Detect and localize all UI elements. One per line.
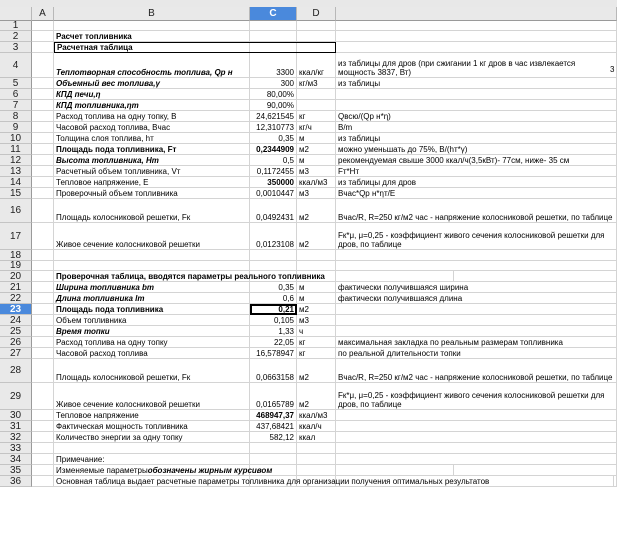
value-cell[interactable]: 3300 [250, 53, 297, 78]
value-cell[interactable]: 0,2344909 [250, 144, 297, 155]
cell[interactable] [250, 261, 297, 271]
check-table-title[interactable]: Проверочная таблица, вводятся параметры реального топливника [54, 271, 454, 282]
unit-cell[interactable]: м3 [297, 315, 336, 326]
label-cell[interactable]: Часовой расход топлива [54, 348, 250, 359]
row-header[interactable]: 12 [0, 155, 32, 166]
unit-cell[interactable]: м2 [297, 359, 336, 383]
note-cell[interactable]: Bчас/R, R=250 кг/м2 час - напряжение колосниковой решетки, по таблице [336, 199, 617, 223]
value-cell[interactable]: 0,0663158 [250, 359, 297, 383]
row-header[interactable]: 3 [0, 42, 32, 53]
label-cell[interactable]: Площадь пода топливника [54, 304, 250, 315]
unit-cell[interactable]: м3 [297, 188, 336, 199]
note-cell[interactable]: из таблицы [336, 78, 617, 89]
value-cell[interactable]: 0,35 [250, 282, 297, 293]
cell[interactable] [32, 304, 54, 315]
unit-cell[interactable]: м2 [297, 199, 336, 223]
row-header[interactable]: 29 [0, 383, 32, 410]
select-all-corner[interactable] [0, 7, 32, 21]
label-cell[interactable]: Расчетный объем топливника, Vт [54, 166, 250, 177]
unit-cell[interactable] [297, 100, 336, 111]
row-header[interactable]: 7 [0, 100, 32, 111]
cell[interactable] [32, 432, 54, 443]
value-cell[interactable]: 90,00% [250, 100, 297, 111]
cell[interactable] [250, 454, 297, 465]
unit-cell[interactable]: м2 [297, 144, 336, 155]
value-cell[interactable]: 80,00% [250, 89, 297, 100]
unit-cell[interactable]: ккал/м3 [297, 410, 336, 421]
label-cell[interactable]: Объем топливника [54, 315, 250, 326]
value-cell[interactable]: 468947,37 [250, 410, 297, 421]
row-header[interactable]: 28 [0, 359, 32, 383]
note-cell[interactable]: из таблицы для дров (при сжигании 1 кг дров в час извлекается мощность 3837, Вт) [336, 53, 617, 78]
unit-cell[interactable]: м3 [297, 166, 336, 177]
label-cell[interactable]: Длина топливника lт [54, 293, 250, 304]
cell[interactable] [32, 42, 54, 53]
unit-cell[interactable]: м2 [297, 223, 336, 250]
note-cell[interactable] [336, 410, 617, 421]
row-header[interactable]: 8 [0, 111, 32, 122]
cell[interactable] [297, 250, 336, 261]
cell[interactable] [250, 443, 297, 454]
label-cell[interactable]: Фактическая мощность топливника [54, 421, 250, 432]
cell[interactable] [32, 166, 54, 177]
cell[interactable] [336, 21, 617, 31]
unit-cell[interactable] [297, 89, 336, 100]
value-cell[interactable]: 0,0123108 [250, 223, 297, 250]
value-cell[interactable]: 350000 [250, 177, 297, 188]
row-header[interactable]: 4 [0, 53, 32, 78]
cell[interactable] [32, 188, 54, 199]
column-header-b[interactable]: B [54, 7, 250, 21]
row-header[interactable]: 23 [0, 304, 32, 315]
cell[interactable] [32, 383, 54, 410]
row-header[interactable]: 6 [0, 89, 32, 100]
row-header[interactable]: 26 [0, 337, 32, 348]
unit-cell[interactable]: кг/ч [297, 122, 336, 133]
row-header[interactable]: 24 [0, 315, 32, 326]
column-header-a[interactable]: A [32, 7, 54, 21]
row-header[interactable]: 17 [0, 223, 32, 250]
note-emphasis: обозначены жирным курсивом [147, 466, 273, 475]
note-cell[interactable]: рекомендуемая свыше 3000 ккал/ч(3,5кВт)- 77см, ниже- 35 см [336, 155, 617, 166]
value-cell[interactable]: 0,105 [250, 315, 297, 326]
label-cell[interactable]: Теплотворная способность топлива, Qр н [54, 53, 250, 78]
label-cell[interactable]: Объемный вес топлива,γ [54, 78, 250, 89]
unit-cell[interactable]: м [297, 293, 336, 304]
label-cell[interactable]: Проверочный объем топливника [54, 188, 250, 199]
note-cell[interactable] [336, 315, 617, 326]
row-header[interactable]: 18 [0, 250, 32, 261]
cell[interactable] [54, 261, 250, 271]
label-cell[interactable]: КПД печи,η [54, 89, 250, 100]
label-cell[interactable]: Часовой расход топлива, Bчас [54, 122, 250, 133]
row-header[interactable]: 9 [0, 122, 32, 133]
label-cell[interactable]: Ширина топливника bт [54, 282, 250, 293]
label-cell[interactable]: Площадь колосниковой решетки, Fк [54, 359, 250, 383]
note-cell[interactable] [336, 89, 617, 100]
value-cell[interactable]: 0,35 [250, 133, 297, 144]
value-cell[interactable]: 0,21 [250, 304, 297, 315]
cell[interactable] [32, 199, 54, 223]
unit-cell[interactable]: кг [297, 348, 336, 359]
note-cell[interactable]: фактически получившаяся ширина [336, 282, 617, 293]
row-header[interactable]: 10 [0, 133, 32, 144]
unit-cell[interactable]: ккал/ч [297, 421, 336, 432]
calc-table-title[interactable]: Расчетная таблица [54, 42, 336, 53]
value-cell[interactable]: 12,310773 [250, 122, 297, 133]
label-cell[interactable]: Площадь пода топливника, Fт [54, 144, 250, 155]
cell[interactable] [250, 21, 297, 31]
row-header[interactable]: 11 [0, 144, 32, 155]
value-cell[interactable]: 0,6 [250, 293, 297, 304]
row-header[interactable]: 5 [0, 78, 32, 89]
row-header[interactable]: 16 [0, 199, 32, 223]
cell[interactable] [32, 348, 54, 359]
cell[interactable] [32, 359, 54, 383]
label-cell[interactable]: КПД топливника,ηт [54, 100, 250, 111]
note-cell[interactable]: Fк*μ, μ=0,25 - коэффициент живого сечения колосниковой решетки для дров, по таблице [336, 223, 617, 250]
row-header[interactable]: 31 [0, 421, 32, 432]
cell[interactable] [32, 223, 54, 250]
note-cell[interactable]: из таблицы [336, 133, 617, 144]
label-cell[interactable]: Высота топливника, Hт [54, 155, 250, 166]
unit-cell[interactable]: м2 [297, 383, 336, 410]
value-cell[interactable]: 582,12 [250, 432, 297, 443]
overflow-char: 3 [610, 65, 615, 74]
row-header[interactable]: 35 [0, 465, 32, 476]
value-cell[interactable]: 0,0165789 [250, 383, 297, 410]
cell[interactable] [336, 454, 617, 465]
unit-cell[interactable]: ч [297, 326, 336, 337]
note-cell[interactable] [336, 304, 617, 315]
label-cell[interactable]: Живое сечение колосниковой решетки [54, 223, 250, 250]
cell[interactable] [32, 144, 54, 155]
column-header-d[interactable]: D [297, 7, 336, 21]
row-header[interactable]: 27 [0, 348, 32, 359]
note-cell[interactable]: Fт*Hт [336, 166, 617, 177]
unit-cell[interactable]: м [297, 133, 336, 144]
cell[interactable] [250, 31, 297, 42]
unit-cell[interactable]: м2 [297, 304, 336, 315]
label-cell[interactable]: Время топки [54, 326, 250, 337]
column-header-e[interactable] [336, 7, 617, 21]
row-header[interactable]: 15 [0, 188, 32, 199]
cell[interactable] [32, 271, 54, 282]
unit-cell[interactable]: кг/м3 [297, 78, 336, 89]
row-header[interactable]: 14 [0, 177, 32, 188]
cell[interactable] [32, 421, 54, 432]
label-cell[interactable]: Площадь колосниковой решетки, Fк [54, 199, 250, 223]
cell[interactable] [32, 476, 54, 487]
cell[interactable] [32, 410, 54, 421]
cell[interactable] [54, 443, 250, 454]
note-cell[interactable]: B/m [336, 122, 617, 133]
note-line-2[interactable]: Основная таблица выдает расчетные параметры топливника для организации получения оптимальных результатов [54, 476, 614, 487]
unit-cell[interactable]: ккал/м3 [297, 177, 336, 188]
cell[interactable] [32, 282, 54, 293]
value-cell[interactable]: 24,621545 [250, 111, 297, 122]
cell[interactable] [297, 31, 336, 42]
cell[interactable] [32, 133, 54, 144]
label-cell[interactable]: Тепловое напряжение [54, 410, 250, 421]
cell[interactable] [32, 21, 54, 31]
row-header[interactable]: 32 [0, 432, 32, 443]
cell[interactable] [32, 465, 54, 476]
sheet-title[interactable]: Расчет топливника [54, 31, 250, 42]
cell[interactable] [336, 443, 617, 454]
cell[interactable] [32, 111, 54, 122]
value-cell[interactable]: 0,0492431 [250, 199, 297, 223]
row-header[interactable]: 22 [0, 293, 32, 304]
cell[interactable] [336, 31, 617, 42]
value-cell[interactable]: 22,05 [250, 337, 297, 348]
cell[interactable] [297, 21, 336, 31]
row-header[interactable]: 34 [0, 454, 32, 465]
cell[interactable] [32, 31, 54, 42]
value-cell[interactable]: 0,1172455 [250, 166, 297, 177]
cell[interactable] [336, 261, 617, 271]
cell[interactable] [32, 250, 54, 261]
note-cell[interactable]: из таблицы для дров [336, 177, 617, 188]
value-cell[interactable]: 437,68421 [250, 421, 297, 432]
row-header[interactable]: 33 [0, 443, 32, 454]
cell[interactable] [336, 250, 617, 261]
cell[interactable] [250, 250, 297, 261]
cell[interactable] [32, 454, 54, 465]
unit-cell[interactable]: м [297, 155, 336, 166]
row-header[interactable]: 20 [0, 271, 32, 282]
cell[interactable] [32, 315, 54, 326]
note-cell[interactable]: по реальной длительности топки [336, 348, 617, 359]
value-cell[interactable]: 300 [250, 78, 297, 89]
label-cell[interactable]: Тепловое напряжение, E [54, 177, 250, 188]
column-header-c[interactable]: C [250, 7, 297, 21]
cell[interactable] [32, 326, 54, 337]
row-header[interactable]: 30 [0, 410, 32, 421]
row-header[interactable]: 21 [0, 282, 32, 293]
note-cell[interactable] [336, 100, 617, 111]
note-cell[interactable]: фактически получившаяся длина [336, 293, 617, 304]
unit-cell[interactable]: ккал/кг [297, 53, 336, 78]
cell[interactable] [336, 42, 617, 53]
value-cell[interactable]: 16,578947 [250, 348, 297, 359]
cell[interactable] [32, 89, 54, 100]
cell[interactable] [297, 443, 336, 454]
note-cell[interactable]: Fк*μ, μ=0,25 - коэффициент живого сечения колосниковой решетки для дров, по таблице [336, 383, 617, 410]
unit-cell[interactable]: ккал [297, 432, 336, 443]
row-header[interactable]: 1 [0, 21, 32, 31]
note-cell[interactable] [336, 432, 617, 443]
note-cell[interactable]: Bчас*Qр н*ηт/E [336, 188, 617, 199]
row-header[interactable]: 2 [0, 31, 32, 42]
cell[interactable] [54, 21, 250, 31]
note-cell[interactable]: можно уменьшать до 75%, B/(hт*γ) [336, 144, 617, 155]
unit-cell[interactable]: кг [297, 337, 336, 348]
note-text: Изменяемые параметры [56, 466, 148, 475]
note-title[interactable]: Примечание: [54, 454, 250, 465]
cell[interactable] [32, 122, 54, 133]
cell[interactable] [32, 337, 54, 348]
cell[interactable] [32, 53, 54, 78]
value-cell[interactable]: 0,0010447 [250, 188, 297, 199]
note-cell[interactable] [336, 421, 617, 432]
cell[interactable] [54, 250, 250, 261]
value-cell[interactable]: 1,33 [250, 326, 297, 337]
cell[interactable] [297, 261, 336, 271]
unit-cell[interactable]: м [297, 282, 336, 293]
value-cell[interactable]: 0,5 [250, 155, 297, 166]
cell[interactable] [32, 177, 54, 188]
row-header[interactable]: 36 [0, 476, 32, 487]
cell[interactable] [32, 261, 54, 271]
row-header[interactable]: 19 [0, 261, 32, 271]
note-cell[interactable]: Bчас/R, R=250 кг/м2 час - напряжение колосниковой решетки, по таблице [336, 359, 617, 383]
unit-cell[interactable]: кг [297, 111, 336, 122]
note-cell[interactable]: максимальная закладка по реальным размерам топливника [336, 337, 617, 348]
label-cell[interactable]: Расход топлива на одну топку, B [54, 111, 250, 122]
label-cell[interactable]: Живое сечение колосниковой решетки [54, 383, 250, 410]
note-cell[interactable] [336, 326, 617, 337]
cell[interactable] [32, 155, 54, 166]
row-header[interactable]: 13 [0, 166, 32, 177]
note-line-1[interactable] [54, 465, 454, 476]
cell[interactable] [32, 78, 54, 89]
cell[interactable] [297, 454, 336, 465]
label-cell[interactable]: Количество энергии за одну топку [54, 432, 250, 443]
cell[interactable] [32, 443, 54, 454]
label-cell[interactable]: Расход топлива на одну топку [54, 337, 250, 348]
row-header[interactable]: 25 [0, 326, 32, 337]
label-cell[interactable]: Толщина слоя топлива, hт [54, 133, 250, 144]
cell[interactable] [32, 293, 54, 304]
note-cell[interactable]: Qвсю/(Qр н*η) [336, 111, 617, 122]
cell[interactable] [32, 100, 54, 111]
